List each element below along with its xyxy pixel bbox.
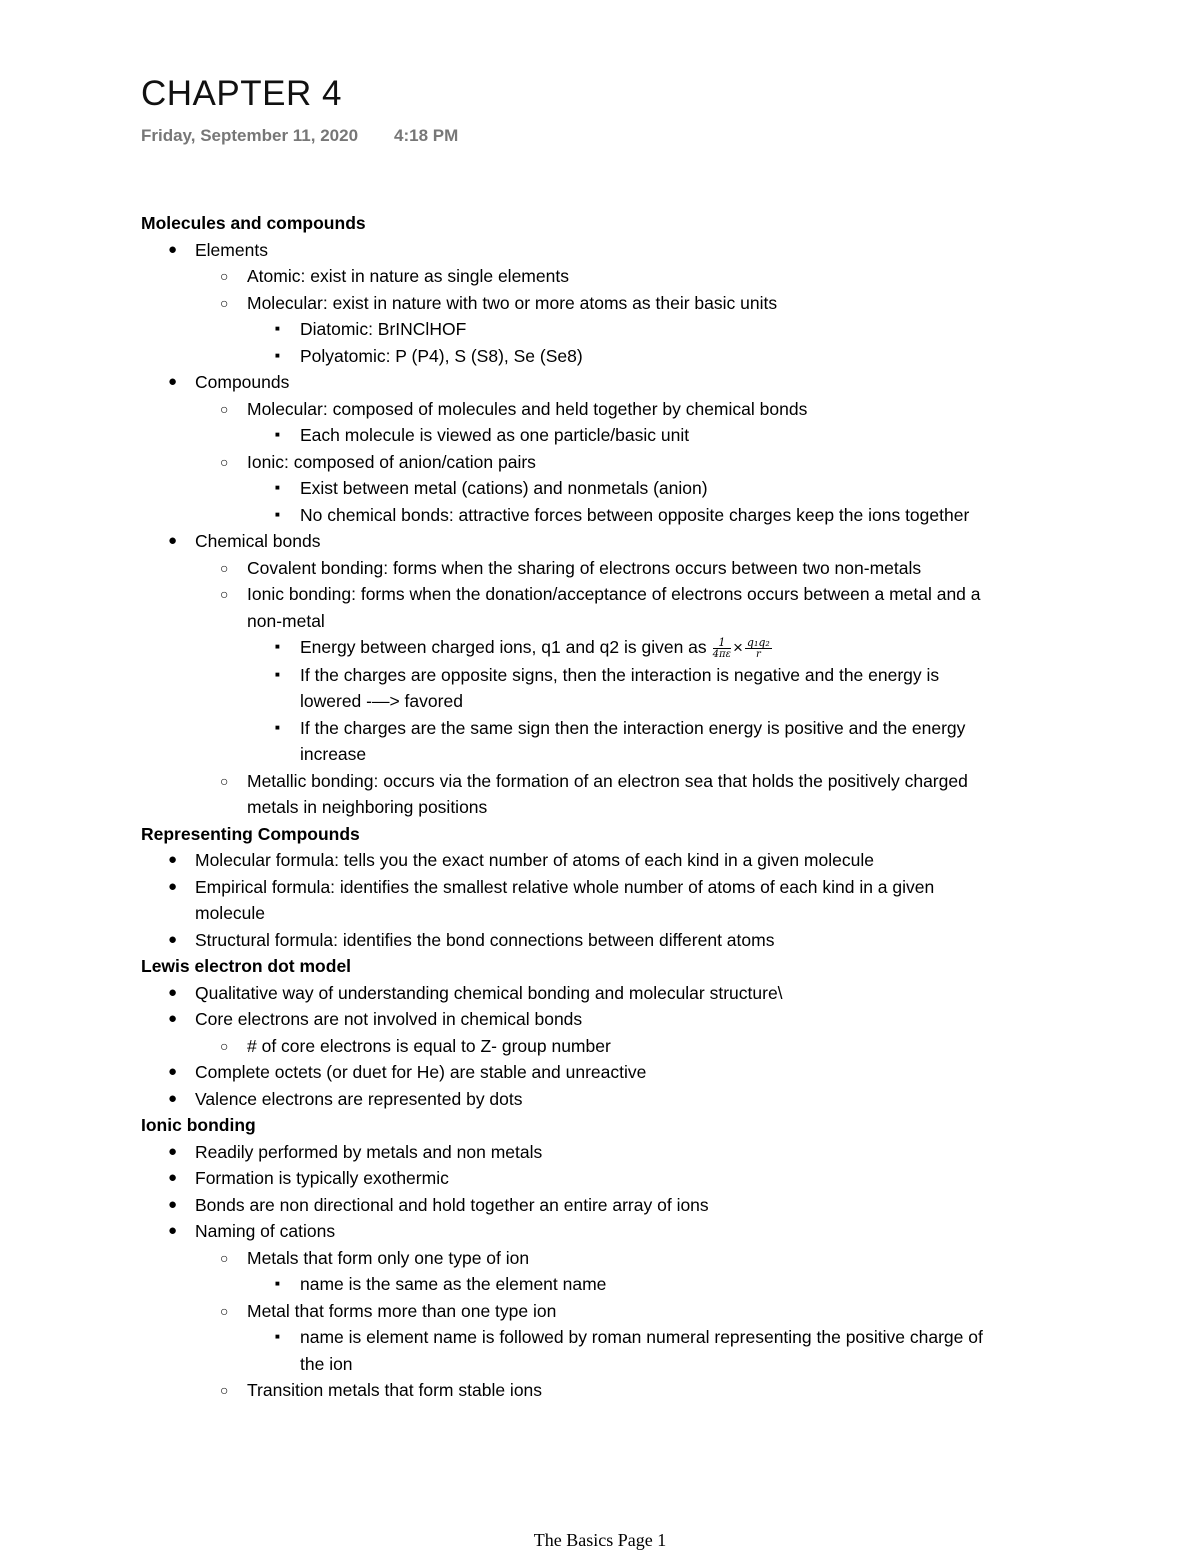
- list-item-text: Chemical bonds: [195, 531, 321, 551]
- list-item-level-3: [141, 502, 1001, 529]
- list-item-text: No chemical bonds: attractive forces between opposite charges keep the ions together: [300, 504, 970, 525]
- bullet-icon: ●: [168, 877, 178, 895]
- list-item-text: Bonds are non directional and hold together an entire array of ions: [195, 1194, 709, 1215]
- bullet-icon: ○: [220, 1382, 229, 1398]
- list-item-level-3: [141, 715, 1001, 768]
- page-timestamp: [141, 126, 458, 146]
- list-item-level-3: [141, 662, 1001, 715]
- list-item-text: Each molecule is viewed as one particle/basic unit: [300, 425, 690, 445]
- bullet-icon: ●: [168, 240, 178, 258]
- bullet-icon: ●: [168, 1063, 178, 1080]
- list-item-text: Metals that form only one type of ion: [247, 1247, 530, 1268]
- list-item-level-1: [141, 874, 1001, 927]
- list-item-level-2: [141, 396, 1001, 423]
- list-item-text: Ionic: composed of anion/cation pairs: [247, 451, 536, 472]
- list-item-level-2: [141, 263, 1001, 290]
- list-item-level-2: [141, 581, 1001, 634]
- bullet-icon: ●: [168, 851, 178, 868]
- list-item-level-2: [141, 290, 1001, 317]
- list-item-level-3: [141, 1271, 1001, 1298]
- list-item-text: Qualitative way of understanding chemical bonding and molecular structure\: [195, 982, 783, 1003]
- list-item-level-2: [141, 449, 1001, 476]
- list-item-text: Diatomic: BrINClHOF: [300, 319, 467, 339]
- bullet-icon: ○: [220, 1249, 229, 1266]
- page-footer: The Basics Page 1: [533, 1530, 667, 1550]
- list-item-level-3: [141, 634, 1001, 662]
- bullet-icon: ○: [220, 268, 229, 284]
- section-heading: Representing Compounds: [141, 823, 360, 844]
- bullet-icon: ●: [168, 983, 178, 1001]
- list-item-level-1: [141, 927, 1001, 954]
- list-item-text: Readily performed by metals and non metals: [195, 1141, 543, 1162]
- fraction-denominator: 4πε: [712, 648, 731, 660]
- multiply-sign: ×: [732, 638, 743, 657]
- list-item-text: Naming of cations: [195, 1221, 336, 1241]
- list-item-text: Compounds: [195, 372, 290, 392]
- bullet-icon: ●: [168, 1195, 178, 1213]
- list-item-text: Structural formula: identifies the bond connections between different atoms: [195, 929, 775, 950]
- page-date: Friday, September 11, 2020: [141, 126, 359, 145]
- fraction-numerator: q₁q₂: [746, 635, 770, 649]
- list-item-text: Transition metals that form stable ions: [247, 1380, 543, 1400]
- page-title: CHAPTER 4: [141, 74, 342, 113]
- bullet-icon: ■: [275, 642, 280, 651]
- list-item-level-1: [141, 369, 1001, 396]
- bullet-icon: ○: [220, 559, 229, 576]
- list-item-text: Metallic bonding: occurs via the formation of an electron sea that holds the positively charged metals in neighboring positions: [247, 770, 968, 817]
- coulomb-formula: [712, 635, 772, 660]
- list-item-level-2: [141, 1298, 1001, 1325]
- bullet-icon: ■: [275, 350, 280, 360]
- list-item-text: Covalent bonding: forms when the sharing of electrons occurs between two non-metals: [247, 557, 922, 578]
- list-item-level-1: [141, 1006, 1001, 1033]
- bullet-icon: ■: [275, 324, 280, 333]
- list-item-text: Exist between metal (cations) and nonmetals (anion): [300, 478, 708, 498]
- list-item-text: # of core electrons is equal to Z- group number: [247, 1035, 611, 1056]
- list-item-level-2: [141, 768, 1001, 821]
- list-item-level-1: [141, 1086, 1001, 1113]
- list-item-level-1: [141, 1218, 1001, 1245]
- bullet-icon: ●: [168, 1169, 178, 1186]
- bullet-icon: ●: [168, 1222, 178, 1239]
- list-item-text: name is element name is followed by roman numeral representing the positive charge of the ion: [300, 1327, 983, 1374]
- bullet-icon: ○: [220, 1037, 229, 1054]
- bullet-icon: ●: [168, 1089, 178, 1107]
- list-item-level-3: [141, 343, 1001, 370]
- list-item-level-1: [141, 980, 1001, 1007]
- bullet-icon: ■: [275, 1279, 280, 1288]
- bullet-icon: ○: [220, 1302, 229, 1319]
- list-item-level-1: [141, 847, 1001, 874]
- list-item-level-3: [141, 475, 1001, 502]
- fraction: [745, 637, 772, 660]
- list-item-text: Polyatomic: P (P4), S (S8), Se (Se8): [300, 345, 583, 366]
- bullet-icon: ○: [220, 772, 229, 789]
- bullet-icon: ○: [220, 586, 229, 602]
- list-item-level-1: [141, 237, 1001, 264]
- list-item-text: Energy between charged ions, q1 and q2 is given as: [300, 637, 707, 657]
- list-item-level-1: [141, 528, 1001, 555]
- list-item-level-3: [141, 316, 1001, 343]
- list-item-level-2: [141, 555, 1001, 582]
- list-item-level-1: [141, 1165, 1001, 1192]
- page-time: 4:18 PM: [394, 126, 459, 145]
- fraction: [713, 637, 731, 660]
- list-item-text: Empirical formula: identifies the smallest relative whole number of atoms of each kind in a given molecule: [195, 876, 935, 923]
- bullet-icon: ○: [220, 400, 229, 417]
- bullet-icon: ○: [220, 294, 229, 311]
- list-item-text: Atomic: exist in nature as single elements: [247, 266, 569, 286]
- bullet-icon: ■: [275, 430, 280, 439]
- notes-body: [141, 210, 1001, 1404]
- fraction-numerator: 1: [713, 637, 731, 649]
- bullet-icon: ●: [168, 930, 178, 948]
- list-item-text: Formation is typically exothermic: [195, 1168, 449, 1188]
- list-item-text: Metal that forms more than one type ion: [247, 1300, 557, 1321]
- list-item-level-1: [141, 1192, 1001, 1219]
- list-item-text: Molecular: composed of molecules and held together by chemical bonds: [247, 398, 808, 419]
- list-item-level-3: [141, 1324, 1001, 1377]
- bullet-icon: ■: [275, 509, 280, 519]
- bullet-icon: ●: [168, 1142, 178, 1160]
- fraction-denominator: r: [755, 648, 761, 660]
- bullet-icon: ○: [220, 453, 229, 470]
- list-item-level-3: [141, 422, 1001, 449]
- list-item-level-1: [141, 1139, 1001, 1166]
- bullet-icon: ●: [168, 1010, 178, 1027]
- list-item-text: name is the same as the element name: [300, 1274, 607, 1294]
- list-item-text: Complete octets (or duet for He) are stable and unreactive: [195, 1062, 647, 1082]
- list-item-level-2: [141, 1245, 1001, 1272]
- list-item-level-2: [141, 1377, 1001, 1404]
- list-item-text: Core electrons are not involved in chemical bonds: [195, 1009, 583, 1029]
- list-item-text: Elements: [195, 239, 268, 260]
- bullet-icon: ■: [275, 722, 280, 732]
- list-item-level-2: [141, 1033, 1001, 1060]
- bullet-icon: ■: [275, 1332, 280, 1341]
- bullet-icon: ■: [275, 483, 280, 492]
- list-item-text: Valence electrons are represented by dots: [195, 1088, 523, 1109]
- list-item-text: If the charges are opposite signs, then the interaction is negative and the energy is lowered -—> favored: [300, 664, 940, 711]
- bullet-icon: ●: [168, 532, 178, 549]
- section-heading: Ionic bonding: [141, 1115, 256, 1135]
- bullet-icon: ●: [168, 373, 178, 390]
- bullet-icon: ■: [275, 669, 280, 679]
- list-item-text: Molecular: exist in nature with two or more atoms as their basic units: [247, 292, 778, 313]
- list-item-text: Molecular formula: tells you the exact number of atoms of each kind in a given molecule: [195, 850, 874, 870]
- section-heading: Molecules and compounds: [141, 213, 366, 233]
- list-item-text: If the charges are the same sign then the interaction energy is positive and the energy increase: [300, 717, 966, 764]
- list-item-text: Ionic bonding: forms when the donation/acceptance of electrons occurs between a metal and a non-metal: [247, 584, 981, 631]
- section-heading: Lewis electron dot model: [141, 956, 352, 976]
- list-item-level-1: [141, 1059, 1001, 1086]
